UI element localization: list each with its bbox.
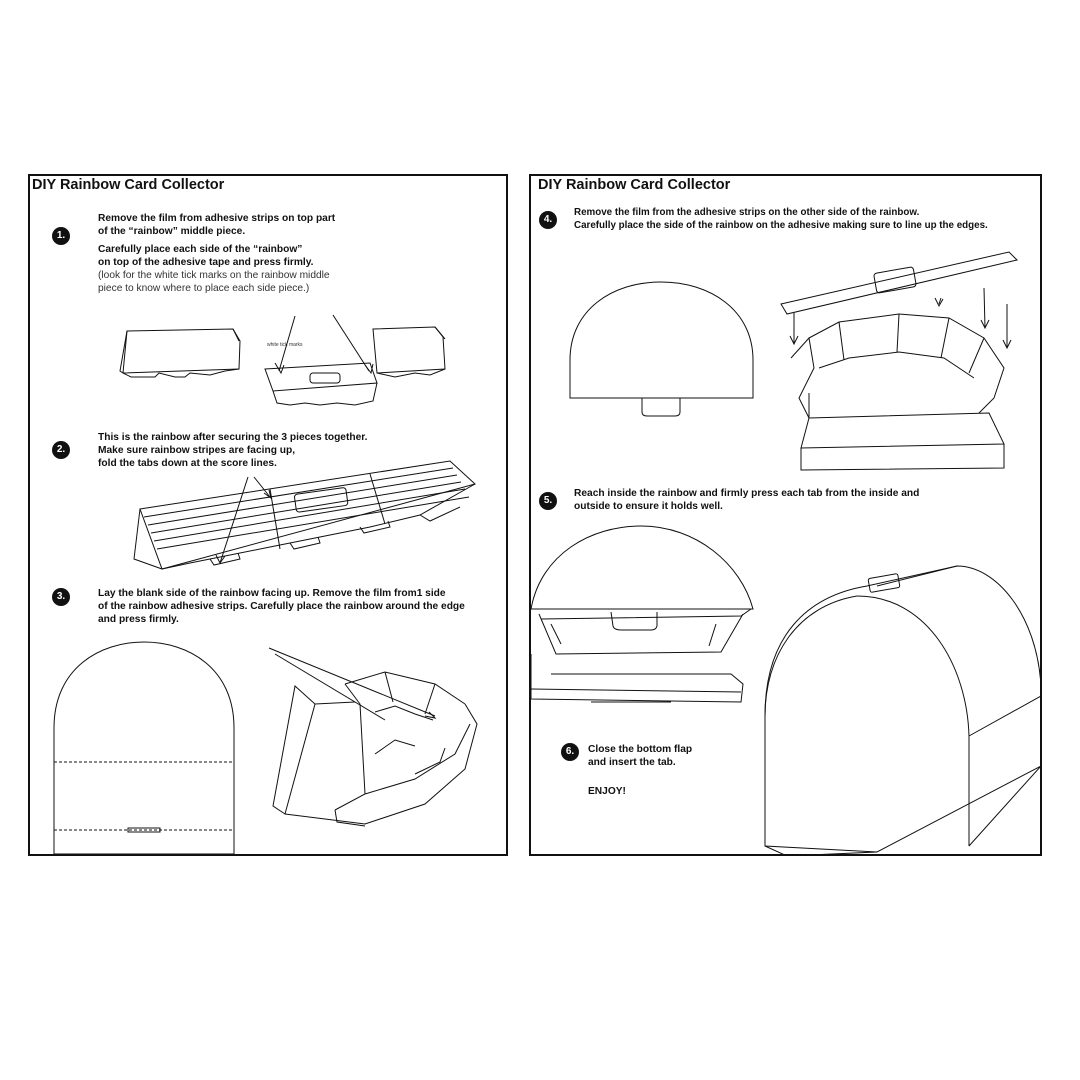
step-6-line: and insert the tab. bbox=[588, 757, 676, 768]
step-4-badge: 4. bbox=[539, 211, 557, 229]
page-title: DIY Rainbow Card Collector bbox=[32, 177, 225, 193]
page-title: DIY Rainbow Card Collector bbox=[538, 177, 731, 193]
step-1-pieces-illustration bbox=[115, 311, 445, 421]
instruction-page-right bbox=[529, 174, 1042, 856]
step-2-badge: 2. bbox=[52, 441, 70, 459]
step-6-line: Close the bottom flap bbox=[588, 744, 693, 755]
step-3-line: Lay the blank side of the rainbow facing up. Remove the film from1 side bbox=[98, 588, 446, 599]
step-1-note: piece to know where to place each side piece.) bbox=[98, 283, 310, 294]
step-5-line: outside to ensure it holds well. bbox=[574, 501, 723, 512]
step-1-badge: 1. bbox=[52, 227, 70, 245]
step-3-line: of the rainbow adhesive strips. Carefully place the rainbow around the edge bbox=[98, 601, 465, 612]
step-5-badge: 5. bbox=[539, 492, 557, 510]
step-1-line: Remove the film from adhesive strips on top part bbox=[98, 213, 336, 224]
step-3-line: and press firmly. bbox=[98, 614, 179, 625]
step-1-text bbox=[98, 212, 335, 295]
step-3-base-panel-illustration bbox=[50, 638, 240, 856]
step-5-assembly-illustration bbox=[531, 524, 756, 714]
step-4-base-illustration bbox=[567, 280, 757, 420]
step-3-text bbox=[98, 587, 465, 626]
step-5-line: Reach inside the rainbow and firmly press each tab from the inside and bbox=[574, 488, 920, 499]
step-2-line: This is the rainbow after securing the 3 pieces together. bbox=[98, 432, 368, 443]
step-3-assembly-illustration bbox=[265, 644, 485, 849]
step-1-note: (look for the white tick marks on the rainbow middle bbox=[98, 270, 330, 281]
step-6-finished-box-illustration bbox=[757, 556, 1042, 856]
step-4-line: Remove the film from the adhesive strips on the other side of the rainbow. bbox=[574, 207, 920, 218]
step-3-badge: 3. bbox=[52, 588, 70, 606]
step-2-line: fold the tabs down at the score lines. bbox=[98, 458, 277, 469]
step-1-line: on top of the adhesive tape and press firmly. bbox=[98, 257, 314, 268]
step-2-rainbow-strip-illustration bbox=[130, 459, 480, 579]
step-5-text bbox=[574, 487, 919, 513]
step-1-line: of the “rainbow” middle piece. bbox=[98, 226, 246, 237]
step-4-text bbox=[574, 206, 988, 232]
step-6-badge: 6. bbox=[561, 743, 579, 761]
step-6-text bbox=[588, 743, 692, 798]
instruction-page-left bbox=[28, 174, 508, 856]
closing-text: ENJOY! bbox=[588, 786, 626, 797]
step-4-line: Carefully place the side of the rainbow on the adhesive making sure to line up the edges. bbox=[574, 220, 988, 231]
step-2-line: Make sure rainbow stripes are facing up, bbox=[98, 445, 296, 456]
tick-marks-callout: white tick marks bbox=[267, 342, 303, 348]
step-1-line: Carefully place each side of the “rainbow” bbox=[98, 244, 303, 255]
step-4-assembly-illustration bbox=[779, 248, 1042, 473]
